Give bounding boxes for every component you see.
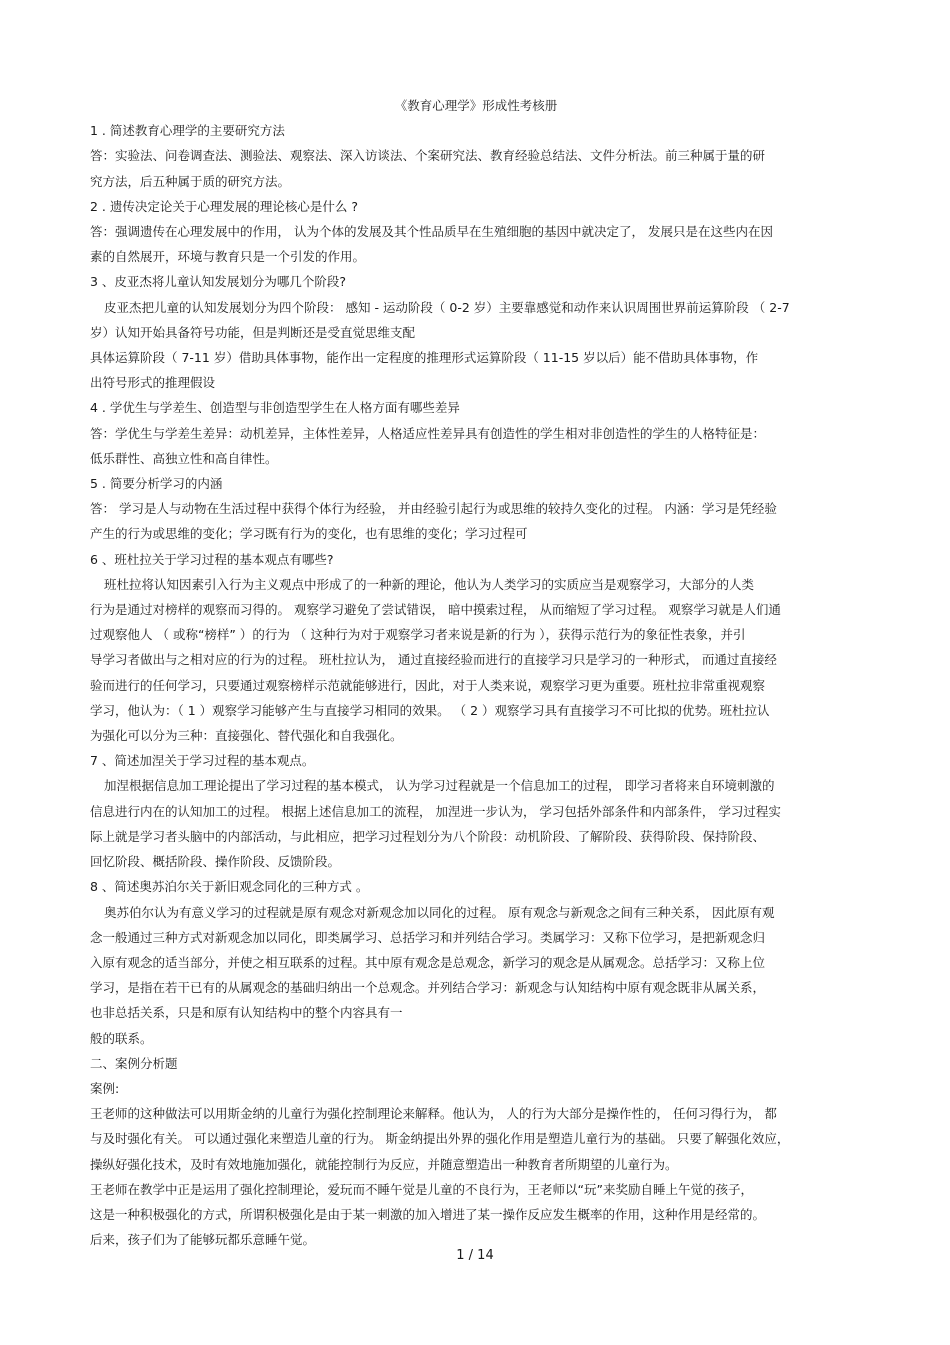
text-line: 过观察他人 （ 或称“榜样” ）的行为 （ 这种行为对于观察学习者来说是新的行为 ），获得示范行为的象征性表象，并引 [90,627,746,643]
text-line: 答： 学习是人与动物在生活过程中获得个体行为经验， 并由经验引起行为或思维的较持久变化的过程。 内涵：学习是凭经验 [90,501,777,517]
document-title: 《教育心理学》形成性考核册 [394,98,558,113]
text-line: 出符号形式的推理假设 [90,375,216,391]
text-line: 二、案例分析题 [90,1055,178,1071]
text-line: 际上就是学习者头脑中的内部活动，与此相应，把学习过程划分为八个阶段：动机阶段、了解阶段、获得阶段、保持阶段、 [90,828,766,844]
text-line: 王老师的这种做法可以用斯金纳的儿童行为强化控制理论来解释。他认为， 人的行为大部分是操作性的， 任何习得行为， 都 [90,1106,777,1122]
text-line: 奥苏伯尔认为有意义学习的过程就是原有观念对新观念加以同化的过程。 原有观念与新观念之间有三种关系， 因此原有观 [104,904,775,920]
text-line: 导学习者做出与之相对应的行为的过程。 班杜拉认为， 通过直接经验而进行的直接学习只是学习的一种形式， 而通过直接经 [90,652,777,668]
text-line: 素的自然展开，环境与教育只是一个引发的作用。 [90,249,366,265]
text-line: 岁）认知开始具备符号功能，但是判断还是受直觉思维支配 [90,324,416,340]
text-line: 5 . 简要分析学习的内涵 [90,476,223,492]
text-line: 回忆阶段、概括阶段、操作阶段、反馈阶段。 [90,854,341,870]
text-line: 究方法，后五种属于质的研究方法。 [90,173,291,189]
text-line: 念一般通过三种方式对新观念加以同化，即类属学习、总括学习和并列结合学习。类属学习：又称下位学习，是把新观念归 [90,929,766,945]
text-line: 2 . 遗传决定论关于心理发展的理论核心是什么 ? [90,198,358,214]
text-line: 6 、班杜拉关于学习过程的基本观点有哪些? [90,551,334,567]
text-line: 产生的行为或思维的变化；学习既有行为的变化，也有思维的变化；学习过程可 [90,526,528,542]
text-line: 答：实验法、问卷调查法、测验法、观察法、深入访谈法、个案研究法、教育经验总结法、文件分析法。前三种属于量的研 [90,148,766,164]
text-line: 这是一种积极强化的方式，所谓积极强化是由于某一刺激的加入增进了某一操作反应发生概率的作用，这种作用是经常的。 [90,1206,766,1222]
text-line: 3 、皮亚杰将儿童认知发展划分为哪几个阶段? [90,274,347,290]
text-line: 案例: [90,1080,120,1096]
text-line: 学习，是指在若干已有的从属观念的基础归纳出一个总观念。并列结合学习：新观念与认知结构中原有观念既非从属关系， [90,980,766,996]
text-line: 答：学优生与学差生差异：动机差异，主体性差异，人格适应性差异具有创造性的学生相对非创造性的学生的人格特征是： [90,425,766,441]
text-line: 1 . 简述教育心理学的主要研究方法 [90,123,285,139]
text-line: 行为是通过对榜样的观察而习得的。 观察学习避免了尝试错误， 暗中摸索过程， 从而缩短了学习过程。 观察学习就是人们通 [90,602,781,618]
text-line: 般的联系。 [90,1030,153,1046]
text-line: 具体运算阶段（ 7-11 岁）借助具体事物，能作出一定程度的推理形式运算阶段（ 11-15 岁以后）能不借助具体事物，作 [90,350,759,366]
text-line: 也非总括关系，只是和原有认知结构中的整个内容具有一 [90,1005,403,1021]
text-line: 为强化可以分为三种：直接强化、替代强化和自我强化。 [90,728,403,744]
text-line: 入原有观念的适当部分，并使之相互联系的过程。其中原有观念是总观念，新学习的观念是从属观念。总括学习：又称上位 [90,954,766,970]
text-line: 王老师在教学中正是运用了强化控制理论，爱玩而不睡午觉是儿童的不良行为，王老师以“玩”来奖励自睡上午觉的孩子， [90,1181,753,1197]
text-line: 操纵好强化技术，及时有效地施加强化，就能控制行为反应，并随意塑造出一种教育者所期望的儿童行为。 [90,1156,678,1172]
text-line: 信息进行内在的认知加工的过程。 根据上述信息加工的流程， 加涅进一步认为， 学习包括外部条件和内部条件， 学习过程实 [90,803,781,819]
text-line: 低乐群性、高独立性和高自律性。 [90,450,278,466]
text-line: 加涅根据信息加工理论提出了学习过程的基本模式， 认为学习过程就是一个信息加工的过程， 即学习者将来自环境刺激的 [104,778,775,794]
text-line: 与及时强化有关。 可以通过强化来塑造儿童的行为。 斯金纳提出外界的强化作用是塑造儿童行为的基础。 只要了解强化效应， [90,1131,790,1147]
page-number: 1 / 14 [456,1248,494,1263]
text-line: 后来，孩子们为了能够玩都乐意睡午觉。 [90,1232,316,1248]
text-line: 验而进行的任何学习，只要通过观察榜样示范就能够进行，因此，对于人类来说，观察学习更为重要。班杜拉非常重视观察 [90,677,766,693]
text-line: 8 、简述奥苏泊尔关于新旧观念同化的三种方式 。 [90,879,369,895]
text-line: 皮亚杰把儿童的认知发展划分为四个阶段： 感知 - 运动阶段（ 0-2 岁）主要靠感觉和动作来认识周围世界前运算阶段 （ 2-7 [104,299,790,315]
text-line: 答：强调遗传在心理发展中的作用， 认为个体的发展及其个性品质早在生殖细胞的基因中就决定了， 发展只是在这些内在因 [90,224,773,240]
text-line: 学习，他认为：（ 1 ）观察学习能够产生与直接学习相同的效果。 （ 2 ）观察学习具有直接学习不可比拟的优势。班杜拉认 [90,702,770,718]
text-line: 班杜拉将认知因素引入行为主义观点中形成了的一种新的理论，他认为人类学习的实质应当是观察学习，大部分的人类 [104,576,755,592]
text-line: 7 、简述加涅关于学习过程的基本观点。 [90,753,315,769]
document-body [90,118,862,1252]
text-line: 4 . 学优生与学差生、创造型与非创造型学生在人格方面有哪些差异 [90,400,460,416]
document-page [90,93,862,1252]
